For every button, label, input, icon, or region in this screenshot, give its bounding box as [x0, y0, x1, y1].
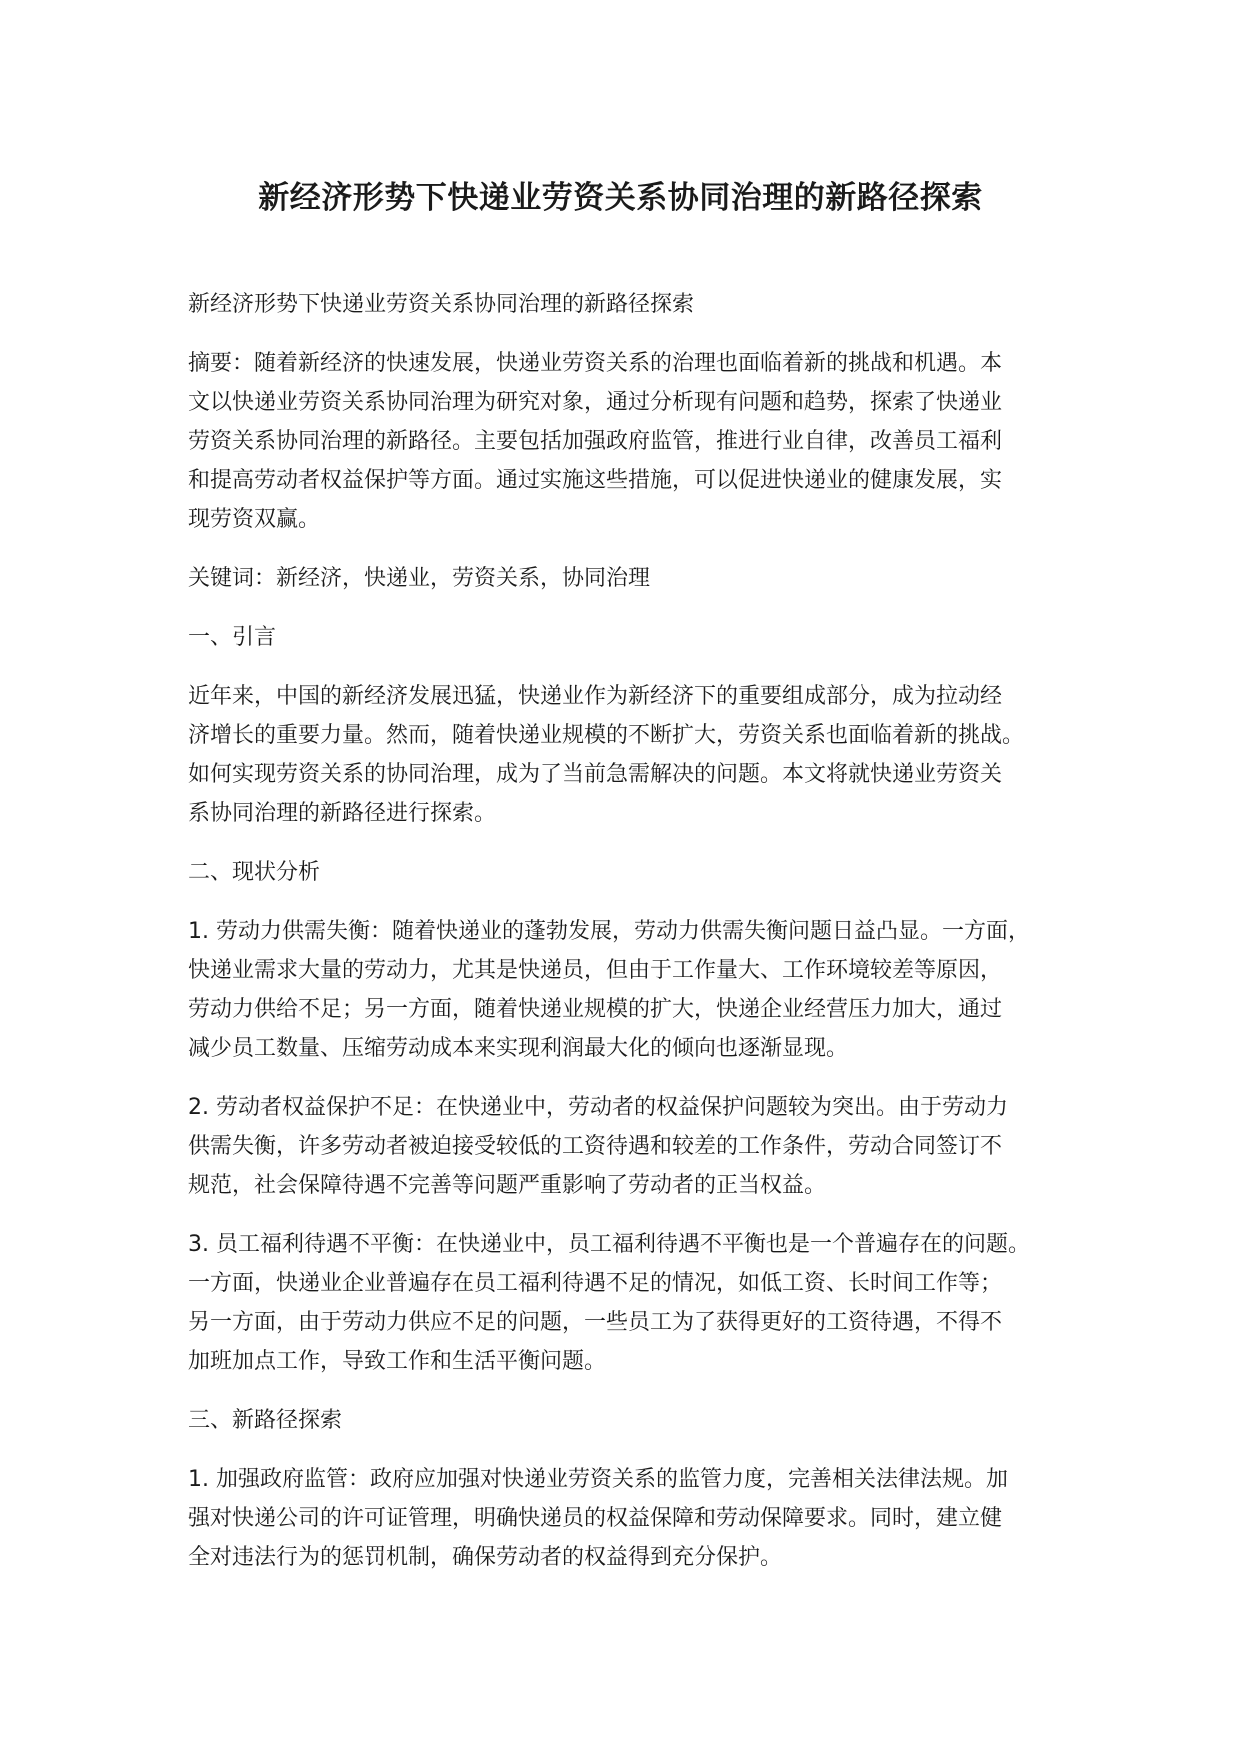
text-line: 规范，社会保障待遇不完善等问题严重影响了劳动者的正当权益。 [188, 1173, 827, 1198]
text-line: 关键词：新经济，快递业，劳资关系，协同治理 [188, 566, 651, 591]
text-line: 劳资关系协同治理的新路径。主要包括加强政府监管，推进行业自律，改善员工福利 [188, 429, 1003, 454]
text-line: 快递业需求大量的劳动力，尤其是快递员，但由于工作量大、工作环境较差等原因， [188, 958, 1003, 983]
text-line: 如何实现劳资关系的协同治理，成为了当前急需解决的问题。本文将就快递业劳资关 [188, 762, 1003, 787]
text-line: 强对快递公司的许可证管理，明确快递员的权益保障和劳动保障要求。同时，建立健 [188, 1506, 1003, 1531]
text-line: 现劳资双赢。 [188, 507, 321, 532]
section-heading-introduction [188, 618, 1078, 657]
text-line: 文以快递业劳资关系协同治理为研究对象，通过分析现有问题和趋势，探索了快递业 [188, 390, 1003, 415]
analysis-item-2 [188, 1088, 1078, 1205]
text-line: 一、引言 [188, 625, 277, 650]
text-line: 另一方面，由于劳动力供应不足的问题，一些员工为了获得更好的工资待遇，不得不 [188, 1310, 1003, 1335]
abstract-paragraph [188, 344, 1078, 539]
section-heading-new-paths [188, 1401, 1078, 1440]
text-line: 二、现状分析 [188, 860, 321, 885]
text-line: 近年来，中国的新经济发展迅猛，快递业作为新经济下的重要组成部分，成为拉动经 [188, 684, 1003, 709]
text-line: 三、新路径探索 [188, 1408, 343, 1433]
new-path-item-1 [188, 1460, 1078, 1577]
subtitle-paragraph [188, 285, 1078, 324]
text-line: 一方面，快递业企业普遍存在员工福利待遇不足的情况，如低工资、长时间工作等； [188, 1271, 1003, 1296]
analysis-item-1 [188, 912, 1078, 1068]
text-line: 3. 员工福利待遇不平衡：在快递业中，员工福利待遇不平衡也是一个普遍存在的问题。 [188, 1232, 1030, 1257]
text-line: 2. 劳动者权益保护不足：在快递业中，劳动者的权益保护问题较为突出。由于劳动力 [188, 1095, 1008, 1120]
text-line: 1. 加强政府监管：政府应加强对快递业劳资关系的监管力度，完善相关法律法规。加 [188, 1467, 1008, 1492]
text-line: 济增长的重要力量。然而，随着快递业规模的不断扩大，劳资关系也面临着新的挑战。 [188, 723, 1025, 748]
text-line: 和提高劳动者权益保护等方面。通过实施这些措施，可以促进快递业的健康发展，实 [188, 468, 1003, 493]
text-line: 加班加点工作，导致工作和生活平衡问题。 [188, 1349, 607, 1374]
text-line: 系协同治理的新路径进行探索。 [188, 801, 497, 826]
analysis-item-3 [188, 1225, 1078, 1381]
text-line: 减少员工数量、压缩劳动成本来实现利润最大化的倾向也逐渐显现。 [188, 1036, 849, 1061]
document-body [188, 285, 1078, 1597]
text-line: 摘要：随着新经济的快速发展，快递业劳资关系的治理也面临着新的挑战和机遇。本 [188, 351, 1003, 376]
document-title: 新经济形势下快递业劳资关系协同治理的新路径探索 [258, 180, 983, 216]
keywords-paragraph [188, 559, 1078, 598]
text-line: 新经济形势下快递业劳资关系协同治理的新路径探索 [188, 292, 695, 317]
text-line: 劳动力供给不足；另一方面，随着快递业规模的扩大，快递企业经营压力加大，通过 [188, 997, 1003, 1022]
text-line: 全对违法行为的惩罚机制，确保劳动者的权益得到充分保护。 [188, 1545, 783, 1570]
text-line: 1. 劳动力供需失衡：随着快递业的蓬勃发展，劳动力供需失衡问题日益凸显。一方面， [188, 919, 1030, 944]
section-heading-analysis [188, 853, 1078, 892]
introduction-paragraph [188, 677, 1078, 833]
text-line: 供需失衡，许多劳动者被迫接受较低的工资待遇和较差的工作条件，劳动合同签订不 [188, 1134, 1003, 1159]
